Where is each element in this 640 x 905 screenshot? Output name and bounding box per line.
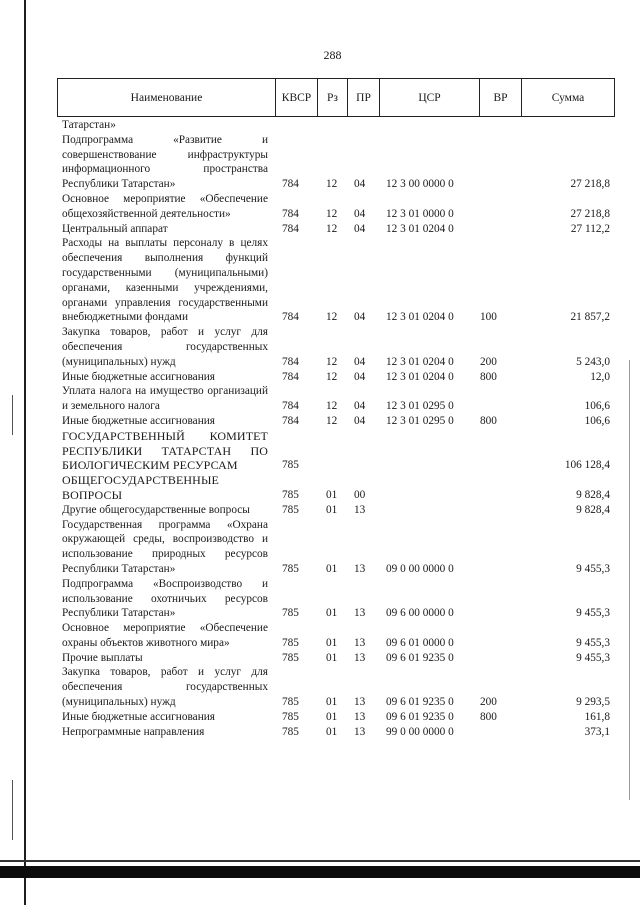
- cell-name: Иные бюджетные ассигнования: [62, 370, 215, 383]
- scan-bottom-bar: [0, 866, 640, 878]
- cell-name: Основное мероприятие «Обеспечение охраны объектов животного мира»: [62, 622, 268, 649]
- cell-rz: 01: [326, 710, 338, 723]
- cell-sum: 9 828,4: [576, 488, 610, 501]
- cell-name: Закупка товаров, работ и услуг для обеспечения государственных (муниципальных) нужд: [62, 326, 268, 368]
- cell-csr: 09 6 01 0000 0: [386, 636, 454, 649]
- cell-kvsr: 784: [282, 355, 299, 368]
- cell-pr: 13: [354, 503, 366, 516]
- header-csr: ЦСР: [380, 79, 480, 116]
- cell-rz: 01: [326, 503, 338, 516]
- cell-vr: 100: [480, 311, 497, 324]
- cell-kvsr: 785: [282, 562, 299, 575]
- cell-kvsr: 784: [282, 311, 299, 324]
- cell-sum: 27 218,8: [570, 178, 610, 191]
- scan-edge-right: [629, 360, 630, 800]
- cell-vr: 800: [480, 710, 497, 723]
- cell-csr: 09 6 01 9235 0: [386, 696, 454, 709]
- cell-csr: 12 3 01 0204 0: [386, 311, 454, 324]
- table-body: [62, 118, 610, 739]
- header-vr: ВР: [480, 79, 522, 116]
- table-row: [62, 384, 610, 414]
- cell-sum: 9 455,3: [576, 562, 610, 575]
- cell-name: Другие общегосударственные вопросы: [62, 503, 250, 516]
- cell-sum: 9 293,5: [576, 696, 610, 709]
- cell-name: Прочие выплаты: [62, 651, 143, 664]
- scan-mark: [12, 780, 13, 840]
- cell-pr: 13: [354, 710, 366, 723]
- cell-vr: 200: [480, 355, 497, 368]
- cell-pr: 04: [354, 370, 366, 383]
- cell-rz: 01: [326, 636, 338, 649]
- cell-name: Центральный аппарат: [62, 222, 168, 235]
- cell-sum: 9 455,3: [576, 636, 610, 649]
- header-name: Наименование: [58, 79, 276, 116]
- cell-pr: 04: [354, 207, 366, 220]
- table-row: [62, 236, 610, 325]
- cell-name: Татарстан»: [62, 119, 116, 131]
- cell-rz: 01: [326, 607, 338, 620]
- cell-rz: 01: [326, 696, 338, 709]
- cell-pr: 04: [354, 400, 366, 413]
- cell-kvsr: 784: [282, 370, 299, 383]
- cell-rz: 01: [326, 488, 338, 501]
- cell-sum: 9 455,3: [576, 651, 610, 664]
- cell-name: Расходы на выплаты персоналу в целях обеспечения выполнения функций государственными (муниципальными) органами, казенными учреждениями, органами управления государственными внебюджетными фондами: [62, 237, 268, 324]
- cell-csr: 12 3 00 0000 0: [386, 178, 454, 191]
- cell-kvsr: 785: [282, 725, 299, 738]
- cell-sum: 5 243,0: [576, 355, 610, 368]
- header-pr: ПР: [348, 79, 380, 116]
- cell-rz: 12: [326, 355, 338, 368]
- cell-sum: 373,1: [584, 725, 610, 738]
- cell-vr: 800: [480, 370, 497, 383]
- table-row: [62, 192, 610, 222]
- scan-mark: [12, 395, 13, 435]
- cell-kvsr: 785: [282, 503, 299, 516]
- cell-sum: 9 828,4: [576, 503, 610, 516]
- cell-pr: 13: [354, 607, 366, 620]
- table-row: [62, 710, 610, 725]
- cell-csr: 12 3 01 0000 0: [386, 207, 454, 220]
- cell-name: ГОСУДАРСТВЕННЫЙ КОМИТЕТ РЕСПУБЛИКИ ТАТАРСТАН ПО БИОЛОГИЧЕСКИМ РЕСУРСАМ: [62, 428, 268, 473]
- scan-bottom-thin: [0, 860, 640, 862]
- cell-pr: 13: [354, 636, 366, 649]
- cell-sum: 9 455,3: [576, 607, 610, 620]
- header-kvsr: КВСР: [276, 79, 318, 116]
- cell-kvsr: 785: [282, 607, 299, 620]
- cell-csr: 09 6 01 9235 0: [386, 651, 454, 664]
- table-row: [62, 503, 610, 518]
- cell-name: Подпрограмма «Развитие и совершенствование инфраструктуры информационного пространства Республики Татарстан»: [62, 133, 268, 191]
- cell-csr: 09 6 01 9235 0: [386, 710, 454, 723]
- cell-rz: 12: [326, 178, 338, 191]
- cell-rz: 01: [326, 725, 338, 738]
- cell-rz: 12: [326, 311, 338, 324]
- table-row: [62, 473, 610, 503]
- scan-edge-left: [24, 0, 26, 905]
- cell-kvsr: 785: [282, 488, 299, 501]
- table-row: [62, 725, 610, 740]
- cell-rz: 12: [326, 414, 338, 427]
- cell-name: Иные бюджетные ассигнования: [62, 710, 215, 723]
- cell-sum: 106,6: [584, 414, 610, 427]
- cell-rz: 12: [326, 207, 338, 220]
- cell-pr: 04: [354, 178, 366, 191]
- cell-rz: 01: [326, 562, 338, 575]
- table-row: [62, 621, 610, 651]
- cell-csr: 09 0 00 0000 0: [386, 562, 454, 575]
- cell-name: Иные бюджетные ассигнования: [62, 414, 215, 427]
- cell-rz: 12: [326, 370, 338, 383]
- cell-name: Уплата налога на имущество организаций и земельного налога: [62, 385, 268, 413]
- cell-pr: 00: [354, 488, 366, 501]
- cell-vr: 800: [480, 414, 497, 427]
- cell-sum: 21 857,2: [570, 311, 610, 324]
- cell-csr: 12 3 01 0204 0: [386, 370, 454, 383]
- cell-name: Непрограммные направления: [62, 725, 205, 738]
- cell-pr: 04: [354, 414, 366, 427]
- cell-name: Государственная программа «Охрана окружающей среды, воспроизводство и использование природных ресурсов Республики Татарстан»: [62, 518, 268, 575]
- cell-sum: 106 128,4: [564, 459, 610, 472]
- header-sum: Сумма: [551, 91, 585, 104]
- cell-name: Основное мероприятие «Обеспечение общехозяйственной деятельности»: [62, 192, 268, 220]
- cell-sum: 27 218,8: [570, 207, 610, 220]
- cell-pr: 04: [354, 222, 366, 235]
- cell-sum: 106,6: [584, 400, 610, 413]
- table-row: [62, 325, 610, 369]
- cell-kvsr: 785: [282, 710, 299, 723]
- table-row: [62, 118, 610, 133]
- cell-vr: 200: [480, 696, 497, 709]
- cell-csr: 12 3 01 0295 0: [386, 414, 454, 427]
- cell-csr: 12 3 01 0295 0: [386, 400, 454, 413]
- cell-rz: 01: [326, 651, 338, 664]
- cell-name: Подпрограмма «Воспроизводство и использование охотничьих ресурсов Республики Татарстан»: [62, 577, 268, 620]
- cell-name: Закупка товаров, работ и услуг для обеспечения государственных (муниципальных) нужд: [62, 666, 268, 709]
- cell-name: ОБЩЕГОСУДАРСТВЕННЫЕ ВОПРОСЫ: [62, 473, 219, 502]
- cell-rz: 12: [326, 222, 338, 235]
- cell-sum: 27 112,2: [570, 222, 610, 235]
- cell-kvsr: 785: [282, 651, 299, 664]
- cell-pr: 13: [354, 725, 366, 738]
- table-row: [62, 518, 610, 577]
- table-header: [57, 78, 615, 117]
- table-row: [62, 429, 610, 473]
- cell-csr: 12 3 01 0204 0: [386, 355, 454, 368]
- cell-kvsr: 784: [282, 207, 299, 220]
- cell-rz: 12: [326, 400, 338, 413]
- cell-pr: 04: [354, 311, 366, 324]
- cell-kvsr: 784: [282, 414, 299, 427]
- cell-csr: 09 6 00 0000 0: [386, 607, 454, 620]
- cell-kvsr: 784: [282, 178, 299, 191]
- table-row: [62, 370, 610, 385]
- cell-csr: 99 0 00 0000 0: [386, 725, 454, 738]
- cell-pr: 04: [354, 355, 366, 368]
- page-number: 288: [323, 48, 342, 62]
- cell-kvsr: 784: [282, 400, 299, 413]
- cell-sum: 161,8: [584, 710, 610, 723]
- table-row: [62, 222, 610, 237]
- header-rz: Рз: [318, 79, 348, 116]
- table-row: [62, 665, 610, 709]
- cell-pr: 13: [354, 651, 366, 664]
- cell-kvsr: 785: [282, 459, 299, 472]
- table-row: [62, 133, 610, 192]
- table-row: [62, 414, 610, 429]
- table-row: [62, 577, 610, 621]
- cell-pr: 13: [354, 696, 366, 709]
- cell-kvsr: 785: [282, 696, 299, 709]
- cell-sum: 12,0: [590, 370, 610, 383]
- cell-pr: 13: [354, 562, 366, 575]
- cell-kvsr: 785: [282, 636, 299, 649]
- cell-kvsr: 784: [282, 222, 299, 235]
- table-row: [62, 651, 610, 666]
- cell-csr: 12 3 01 0204 0: [386, 222, 454, 235]
